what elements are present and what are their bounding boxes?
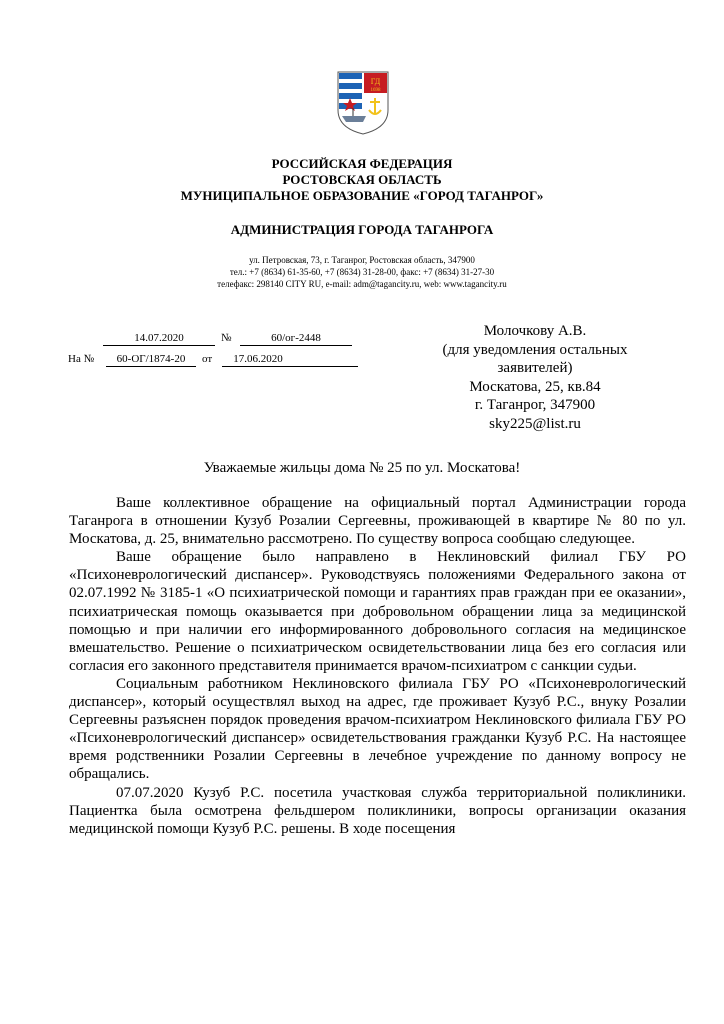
reference-from-label: от xyxy=(202,353,213,365)
contacts-line: телефакс: 298140 CITY RU, e-mail: adm@tagancity.ru, web: www.tagancity.ru xyxy=(217,279,507,289)
crest-year: 1698 xyxy=(370,88,381,93)
recipient-name: Молочкову А.В. xyxy=(483,323,587,339)
recipient-block xyxy=(410,322,660,434)
recipient-email: sky225@list.ru xyxy=(489,415,581,432)
header-organization: АДМИНИСТРАЦИЯ ГОРОДА ТАГАНРОГА xyxy=(230,222,494,237)
phone-line: тел.: +7 (8634) 61-35-60, +7 (8634) 31-28-00, факс: +7 (8634) 31-27-30 xyxy=(229,267,495,277)
reference-label: На № xyxy=(68,353,95,365)
crest-letters: ГД xyxy=(370,77,381,86)
outgoing-number-label: № xyxy=(221,332,232,344)
recipient-street: Москатова, 25, кв.84 xyxy=(469,378,601,395)
header-country: РОССИЙСКАЯ ФЕДЕРАЦИЯ xyxy=(271,156,453,171)
outgoing-number: 60/ог-2448 xyxy=(271,332,321,344)
letter-body xyxy=(69,494,686,838)
paragraph: Социальным работником Неклиновского филиала ГБУ РО «Психоневрологический диспансер», который осуществлял выход на адрес, где проживает Кузуб Р.С., внуку Розалии Сергеевны разъяснен порядок проведения врачом-психиатром Неклиновского филиала ГБУ РО «Психоневрологический диспансер» освидетельствования гражданки Кузуб Р.С. На настоящее время родственники Розалии Сергеевны в лечебное учреждение по данному вопросу не обращались. xyxy=(69,675,686,783)
paragraph: Ваше обращение было направлено в Неклиновский филиал ГБУ РО «Психоневрологический диспансер». Руководствуясь положениями Федерального закона от 02.07.1992 № 3185-1 «О психиатрической помощи и гарантиях прав граждан при ее оказании», психиатрическая помощь оказывается при добровольном обращении лица за медицинской помощью и при наличии его информированного добровольного согласия на медицинское вмешательство. Решение о психиатрическом освидетельствовании лица без его согласия или согласия его законного представителя принимается врачом-психиатром с санкции судьи. xyxy=(69,549,686,674)
recipient-note: (для уведомления остальных xyxy=(442,341,628,358)
address-line: ул. Петровская, 73, г. Таганрог, Ростовская область, 347900 xyxy=(249,255,475,265)
paragraph: Ваше коллективное обращение на официальный портал Администрации города Таганрога в отношении Кузуб Розалии Сергеевны, проживающей в квартире № 80 по ул. Москатова, д. 25, внимательно рассмотрено. По существу вопроса сообщаю следующее. xyxy=(69,495,686,548)
outgoing-date: 14.07.2020 xyxy=(134,332,184,344)
recipient-city: г. Таганрог, 347900 xyxy=(474,397,596,414)
reference-number: 60-ОГ/1874-20 xyxy=(116,353,186,365)
reference-date: 17.06.2020 xyxy=(233,353,283,365)
paragraph: 07.07.2020 Кузуб Р.С. посетила участковая служба территориальной поликлиники. Пациентка была осмотрена фельдшером поликлиники, вопросы организации оказания медицинской помощи Кузуб Р.С. решены. В ходе посещения xyxy=(69,784,686,837)
header-municipality: МУНИЦИПАЛЬНОЕ ОБРАЗОВАНИЕ «ГОРОД ТАГАНРОГ» xyxy=(180,188,544,203)
greeting: Уважаемые жильцы дома № 25 по ул. Москатова! xyxy=(203,460,521,476)
coat-of-arms-emblem xyxy=(336,70,390,136)
header-region: РОСТОВСКАЯ ОБЛАСТЬ xyxy=(282,172,442,187)
recipient-note-cont: заявителей) xyxy=(497,360,573,377)
